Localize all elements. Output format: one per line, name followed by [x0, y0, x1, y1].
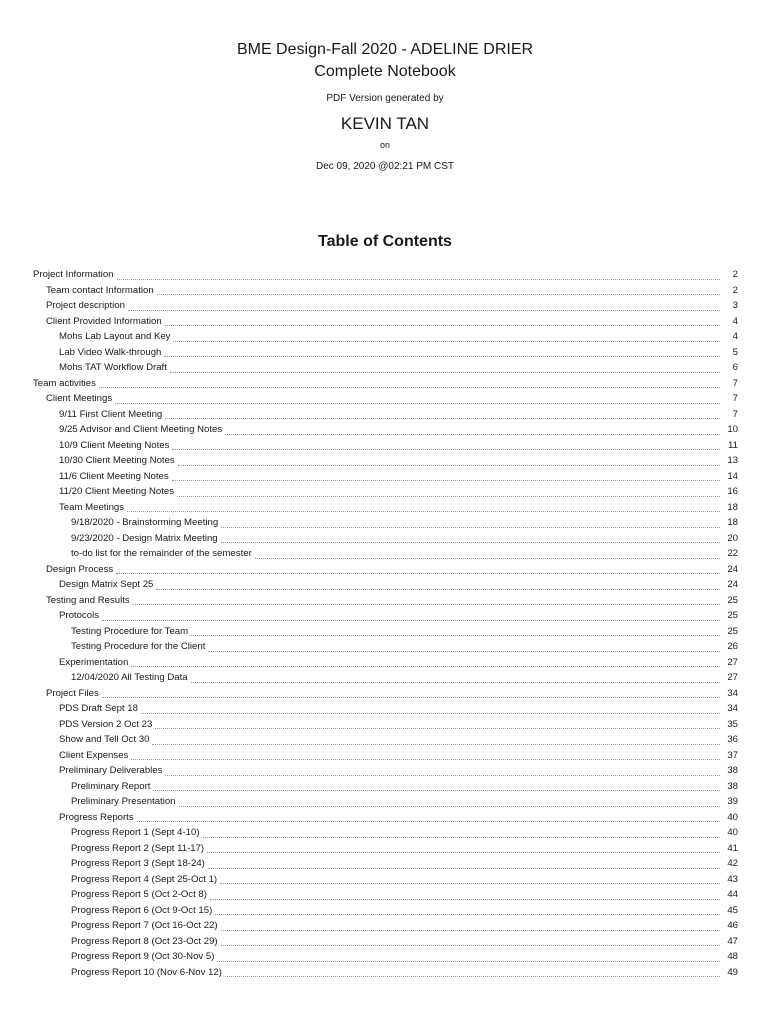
- toc-entry[interactable]: [33, 376, 738, 392]
- toc-entry-label[interactable]: Progress Report 5 (Oct 2-Oct 8): [71, 889, 207, 900]
- generated-date: Dec 09, 2020 @02:21 PM CST: [316, 161, 454, 172]
- toc-entry[interactable]: [33, 546, 738, 562]
- toc-entry-page-number[interactable]: 43: [727, 873, 738, 885]
- toc-entry-label[interactable]: Preliminary Report: [71, 780, 151, 792]
- toc-entry[interactable]: [33, 360, 738, 376]
- toc-dot-leader: [102, 697, 720, 698]
- toc-entry[interactable]: [33, 717, 738, 733]
- toc-entry-label[interactable]: Client Expenses: [59, 749, 129, 761]
- toc-entry-label[interactable]: Progress Report 9 (Oct 30-Nov 5): [71, 951, 215, 962]
- toc-entry[interactable]: [33, 732, 738, 748]
- toc-entry-label[interactable]: 11/6 Client Meeting Notes: [59, 470, 169, 482]
- toc-dot-leader: [221, 542, 720, 543]
- toc-dot-leader: [217, 961, 720, 962]
- toc-heading: Table of Contents: [318, 233, 452, 250]
- toc-entry-label[interactable]: 10/30 Client Meeting Notes: [59, 455, 175, 466]
- toc-dot-leader: [127, 511, 720, 512]
- toc-entry-label[interactable]: PDS Version 2 Oct 23: [59, 718, 153, 730]
- toc-entry[interactable]: [33, 531, 738, 547]
- toc-entry-page-number[interactable]: 4: [732, 315, 738, 327]
- toc-entry[interactable]: [33, 934, 738, 950]
- toc-entry[interactable]: [33, 345, 738, 361]
- toc-entry-page-number[interactable]: 25: [727, 625, 738, 637]
- toc-entry[interactable]: [33, 763, 738, 779]
- toc-entry[interactable]: [33, 298, 738, 314]
- toc-dot-leader: [102, 620, 720, 621]
- toc-entry[interactable]: [33, 577, 738, 593]
- toc-entry-page-number[interactable]: 14: [727, 470, 738, 482]
- toc-entry[interactable]: [33, 748, 738, 764]
- toc-entry[interactable]: [33, 965, 738, 981]
- toc-dot-leader: [165, 325, 720, 326]
- toc-entry-page-number[interactable]: 34: [727, 703, 738, 714]
- toc-entry-page-number[interactable]: 18: [727, 517, 738, 528]
- toc-dot-leader: [255, 558, 720, 559]
- toc-entry-page-number[interactable]: 39: [727, 796, 738, 807]
- toc-entry-label[interactable]: Client Meetings: [46, 393, 113, 404]
- toc-entry-page-number[interactable]: 27: [727, 656, 738, 668]
- toc-entry-label[interactable]: Progress Report 4 (Sept 25-Oct 1): [71, 873, 218, 885]
- toc-entry-page-number[interactable]: 46: [727, 920, 738, 931]
- toc-entry-label[interactable]: 9/11 First Client Meeting: [59, 408, 163, 420]
- toc-dot-leader: [225, 434, 720, 435]
- toc-dot-leader: [225, 976, 720, 977]
- toc-dot-leader: [173, 341, 720, 342]
- toc-entry-page-number[interactable]: 24: [727, 579, 738, 590]
- toc-dot-leader: [141, 713, 720, 714]
- toc-entry-label[interactable]: Project description: [46, 300, 125, 311]
- toc-dot-leader: [191, 682, 720, 683]
- toc-entry[interactable]: [33, 856, 738, 872]
- toc-entry[interactable]: [33, 903, 738, 919]
- on-label: on: [379, 140, 390, 150]
- toc-entry-label[interactable]: to-do list for the remainder of the semester: [71, 548, 252, 559]
- toc-entry-label[interactable]: 9/23/2020 - Design Matrix Meeting: [71, 532, 218, 544]
- toc-entry-label[interactable]: Testing Procedure for Team: [71, 625, 189, 637]
- toc-dot-leader: [131, 759, 720, 760]
- toc-dot-leader: [115, 403, 720, 404]
- toc-entry-label[interactable]: 11/20 Client Meeting Notes: [59, 486, 175, 497]
- toc-entry[interactable]: [33, 918, 738, 934]
- toc-entry[interactable]: [33, 438, 738, 454]
- toc-entry-label[interactable]: Mohs TAT Workflow Draft: [59, 362, 167, 373]
- toc-entry-label[interactable]: 10/9 Client Meeting Notes: [59, 439, 170, 451]
- toc-entry-page-number[interactable]: 20: [727, 532, 738, 544]
- toc-dot-leader: [153, 790, 720, 791]
- toc-entry-page-number[interactable]: 35: [727, 718, 738, 730]
- toc-dot-leader: [178, 465, 720, 466]
- toc-entry[interactable]: [33, 841, 738, 857]
- generated-by-label: PDF Version generated by: [326, 93, 444, 104]
- toc-entry-page-number[interactable]: 7: [732, 408, 738, 420]
- toc-dot-leader: [221, 945, 720, 946]
- toc-entry[interactable]: [33, 686, 738, 702]
- toc-entry-label[interactable]: Progress Report 3 (Sept 18-24): [71, 858, 205, 869]
- toc-entry-label[interactable]: Team activities: [33, 377, 96, 389]
- toc-entry[interactable]: [33, 391, 738, 407]
- toc-entry[interactable]: [33, 779, 738, 795]
- toc-entry-page-number[interactable]: 10: [727, 424, 738, 435]
- toc-entry[interactable]: [33, 949, 738, 965]
- toc-dot-leader: [177, 496, 720, 497]
- toc-entry-label[interactable]: Lab Video Walk-through: [59, 346, 162, 358]
- toc-entry-page-number[interactable]: 41: [727, 842, 738, 854]
- toc-entry-page-number[interactable]: 49: [727, 966, 738, 978]
- toc-dot-leader: [221, 930, 720, 931]
- toc-entry-label[interactable]: Testing and Results: [46, 594, 130, 606]
- toc-entry-label[interactable]: Protocols: [59, 610, 99, 621]
- toc-entry[interactable]: [33, 283, 738, 299]
- toc-entry-page-number[interactable]: 7: [732, 393, 738, 404]
- toc-entry-label[interactable]: PDS Draft Sept 18: [59, 703, 138, 714]
- toc-entry[interactable]: [33, 701, 738, 717]
- toc-entry[interactable]: [33, 670, 738, 686]
- toc-entry[interactable]: [33, 872, 738, 888]
- toc-entry-label[interactable]: Progress Reports: [59, 811, 134, 823]
- toc-entry-page-number[interactable]: 4: [732, 331, 738, 342]
- toc-entry-page-number[interactable]: 7: [732, 377, 738, 389]
- toc-entry-page-number[interactable]: 25: [727, 594, 738, 606]
- toc-entry-label[interactable]: Client Provided Information: [46, 315, 162, 327]
- toc-entry-page-number[interactable]: 27: [727, 672, 738, 683]
- toc-entry[interactable]: [33, 562, 738, 578]
- toc-entry-page-number[interactable]: 38: [727, 780, 738, 792]
- toc-entry[interactable]: [33, 655, 738, 671]
- toc-entry-page-number[interactable]: 36: [727, 734, 738, 745]
- toc-entry-label[interactable]: Progress Report 10 (Nov 6-Nov 12): [71, 966, 222, 978]
- toc-entry-page-number[interactable]: 11: [728, 439, 738, 451]
- toc-entry-page-number[interactable]: 18: [727, 501, 738, 513]
- toc-dot-leader: [99, 387, 720, 388]
- toc-entry-label[interactable]: Show and Tell Oct 30: [59, 734, 150, 745]
- toc-entry-label[interactable]: Team contact Information: [46, 284, 154, 296]
- toc-entry-page-number[interactable]: 24: [727, 563, 738, 575]
- toc-entry-page-number[interactable]: 42: [727, 858, 738, 869]
- toc-entry-label[interactable]: Progress Report 7 (Oct 16-Oct 22): [71, 920, 218, 931]
- toc-dot-leader: [156, 589, 720, 590]
- toc-entry-page-number[interactable]: 26: [727, 641, 738, 652]
- toc-entry-label[interactable]: 12/04/2020 All Testing Data: [71, 672, 188, 683]
- notebook-title: BME Design-Fall 2020 - ADELINE DRIER: [236, 41, 534, 58]
- toc-entry[interactable]: [33, 469, 738, 485]
- toc-entry[interactable]: [33, 515, 738, 531]
- toc-entry-page-number[interactable]: 16: [727, 486, 738, 497]
- toc-entry-page-number[interactable]: 38: [727, 765, 738, 776]
- notebook-subtitle: Complete Notebook: [314, 63, 456, 80]
- toc-entry-label[interactable]: Team Meetings: [59, 501, 125, 513]
- toc-entry-page-number[interactable]: 5: [732, 346, 738, 358]
- toc-entry[interactable]: [33, 887, 738, 903]
- toc-dot-leader: [208, 868, 720, 869]
- toc-dot-leader: [157, 294, 720, 295]
- toc-dot-leader: [215, 914, 720, 915]
- toc-dot-leader: [128, 310, 720, 311]
- toc-entry[interactable]: [33, 593, 738, 609]
- author-name: KEVIN TAN: [340, 114, 430, 133]
- toc-dot-leader: [172, 480, 720, 481]
- toc-entry[interactable]: [33, 329, 738, 345]
- toc-dot-leader: [210, 899, 720, 900]
- toc-entry-page-number[interactable]: 2: [732, 269, 738, 280]
- toc-entry-page-number[interactable]: 2: [732, 284, 738, 296]
- toc-entry-page-number[interactable]: 13: [727, 455, 738, 466]
- toc-entry[interactable]: [33, 810, 738, 826]
- toc-dot-leader: [191, 635, 720, 636]
- toc-entry[interactable]: [33, 825, 738, 841]
- toc-entry-label[interactable]: Design Matrix Sept 25: [59, 579, 154, 590]
- toc-dot-leader: [165, 775, 720, 776]
- toc-dot-leader: [164, 356, 720, 357]
- toc-entry[interactable]: [33, 422, 738, 438]
- toc-dot-leader: [220, 883, 720, 884]
- toc-entry-page-number[interactable]: 45: [727, 904, 738, 916]
- toc-entry-label[interactable]: Project Information: [33, 269, 114, 280]
- toc-entry-label[interactable]: 9/18/2020 - Brainstorming Meeting: [71, 517, 219, 528]
- toc-dot-leader: [137, 821, 720, 822]
- toc-entry-page-number[interactable]: 40: [727, 827, 738, 838]
- toc-entry[interactable]: [33, 639, 738, 655]
- toc-dot-leader: [155, 728, 720, 729]
- toc-entry[interactable]: [33, 267, 738, 283]
- toc-dot-leader: [203, 837, 720, 838]
- toc-entry-page-number[interactable]: 47: [727, 935, 738, 947]
- table-of-contents: [33, 267, 738, 980]
- toc-entry[interactable]: [33, 624, 738, 640]
- toc-entry-page-number[interactable]: 25: [727, 610, 738, 621]
- toc-entry-label[interactable]: Progress Report 6 (Oct 9-Oct 15): [71, 904, 213, 916]
- toc-dot-leader: [117, 279, 720, 280]
- toc-dot-leader: [165, 418, 720, 419]
- toc-entry-page-number[interactable]: 3: [732, 300, 738, 311]
- toc-dot-leader: [131, 666, 720, 667]
- toc-entry[interactable]: [33, 484, 738, 500]
- toc-entry-label[interactable]: Mohs Lab Layout and Key: [59, 331, 171, 342]
- toc-entry-page-number[interactable]: 40: [727, 811, 738, 823]
- toc-dot-leader: [221, 527, 720, 528]
- toc-entry[interactable]: [33, 608, 738, 624]
- toc-entry-label[interactable]: Progress Report 2 (Sept 11-17): [71, 842, 205, 854]
- toc-entry[interactable]: [33, 314, 738, 330]
- toc-entry[interactable]: [33, 500, 738, 516]
- toc-entry-label[interactable]: 9/25 Advisor and Client Meeting Notes: [59, 424, 223, 435]
- toc-entry-label[interactable]: Preliminary Deliverables: [59, 765, 163, 776]
- toc-dot-leader: [116, 573, 720, 574]
- toc-entry-page-number[interactable]: 34: [727, 687, 738, 699]
- toc-entry-page-number[interactable]: 44: [727, 889, 738, 900]
- toc-dot-leader: [208, 651, 720, 652]
- toc-dot-leader: [152, 744, 720, 745]
- toc-entry-label[interactable]: Progress Report 1 (Sept 4-10): [71, 827, 200, 838]
- toc-entry[interactable]: [33, 794, 738, 810]
- toc-dot-leader: [207, 852, 720, 853]
- toc-dot-leader: [170, 372, 720, 373]
- toc-entry-page-number[interactable]: 37: [727, 749, 738, 761]
- toc-entry-label[interactable]: Progress Report 8 (Oct 23-Oct 29): [71, 935, 218, 947]
- toc-entry-page-number[interactable]: 48: [727, 951, 738, 962]
- toc-entry-label[interactable]: Preliminary Presentation: [71, 796, 176, 807]
- toc-dot-leader: [133, 604, 720, 605]
- toc-entry-label[interactable]: Testing Procedure for the Client: [71, 641, 206, 652]
- toc-entry-page-number[interactable]: 6: [732, 362, 738, 373]
- toc-entry-page-number[interactable]: 22: [727, 548, 738, 559]
- toc-entry-label[interactable]: Design Process: [46, 563, 114, 575]
- toc-dot-leader: [179, 806, 720, 807]
- toc-dot-leader: [172, 449, 720, 450]
- toc-entry-label[interactable]: Experimentation: [59, 656, 129, 668]
- toc-entry[interactable]: [33, 453, 738, 469]
- toc-entry[interactable]: [33, 407, 738, 423]
- toc-entry-label[interactable]: Project Files: [46, 687, 99, 699]
